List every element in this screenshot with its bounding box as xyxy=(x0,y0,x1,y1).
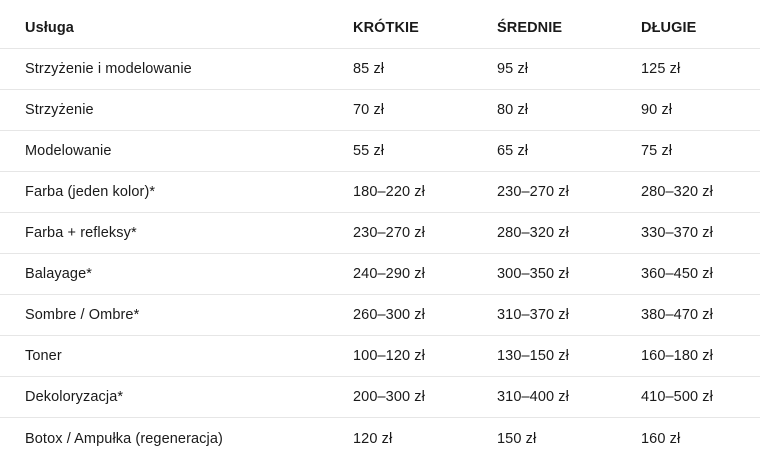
price-short: 70 zł xyxy=(353,102,385,118)
service-name: Sombre / Ombre* xyxy=(25,307,140,323)
service-name: Toner xyxy=(25,348,62,364)
price-medium: 130–150 zł xyxy=(497,348,569,364)
price-long: 125 zł xyxy=(641,61,681,77)
price-long: 160 zł xyxy=(641,430,681,447)
table-row xyxy=(0,418,760,459)
price-medium: 65 zł xyxy=(497,143,529,159)
table-row xyxy=(0,377,760,418)
table-row xyxy=(0,172,760,213)
price-short: 260–300 zł xyxy=(353,307,425,323)
table-row xyxy=(0,90,760,131)
price-short: 100–120 zł xyxy=(353,348,425,364)
table-row xyxy=(0,213,760,254)
service-name: Farba + refleksy* xyxy=(25,225,137,241)
price-medium: 310–400 zł xyxy=(497,389,569,405)
header-long: DŁUGIE xyxy=(641,20,697,36)
header-service: Usługa xyxy=(25,20,74,36)
price-long: 330–370 zł xyxy=(641,225,713,241)
service-name: Botox / Ampułka (regeneracja) xyxy=(25,430,223,447)
price-long: 380–470 zł xyxy=(641,307,713,323)
table-row xyxy=(0,336,760,377)
price-medium: 150 zł xyxy=(497,430,537,447)
table-row xyxy=(0,131,760,172)
price-long: 280–320 zł xyxy=(641,184,713,200)
header-medium: ŚREDNIE xyxy=(497,20,563,36)
price-short: 230–270 zł xyxy=(353,225,425,241)
price-medium: 80 zł xyxy=(497,102,529,118)
price-short: 85 zł xyxy=(353,61,385,77)
table-row xyxy=(0,254,760,295)
price-short: 120 zł xyxy=(353,430,393,447)
price-short: 55 zł xyxy=(353,143,385,159)
service-name: Modelowanie xyxy=(25,143,112,159)
table-row xyxy=(0,295,760,336)
price-medium: 95 zł xyxy=(497,61,529,77)
price-medium: 310–370 zł xyxy=(497,307,569,323)
service-name: Strzyżenie xyxy=(25,102,94,118)
price-long: 410–500 zł xyxy=(641,389,713,405)
price-long: 160–180 zł xyxy=(641,348,713,364)
price-long: 75 zł xyxy=(641,143,673,159)
price-long: 360–450 zł xyxy=(641,266,713,282)
price-short: 240–290 zł xyxy=(353,266,425,282)
table-row xyxy=(0,49,760,90)
service-name: Dekoloryzacja* xyxy=(25,389,124,405)
table-header-row xyxy=(0,8,760,49)
price-medium: 230–270 zł xyxy=(497,184,569,200)
price-medium: 300–350 zł xyxy=(497,266,569,282)
price-short: 200–300 zł xyxy=(353,389,425,405)
service-name: Strzyżenie i modelowanie xyxy=(25,61,192,77)
service-name: Farba (jeden kolor)* xyxy=(25,184,156,200)
service-name: Balayage* xyxy=(25,266,93,282)
price-long: 90 zł xyxy=(641,102,673,118)
price-short: 180–220 zł xyxy=(353,184,425,200)
header-short: KRÓTKIE xyxy=(353,20,419,36)
price-table xyxy=(0,8,760,459)
price-medium: 280–320 zł xyxy=(497,225,569,241)
